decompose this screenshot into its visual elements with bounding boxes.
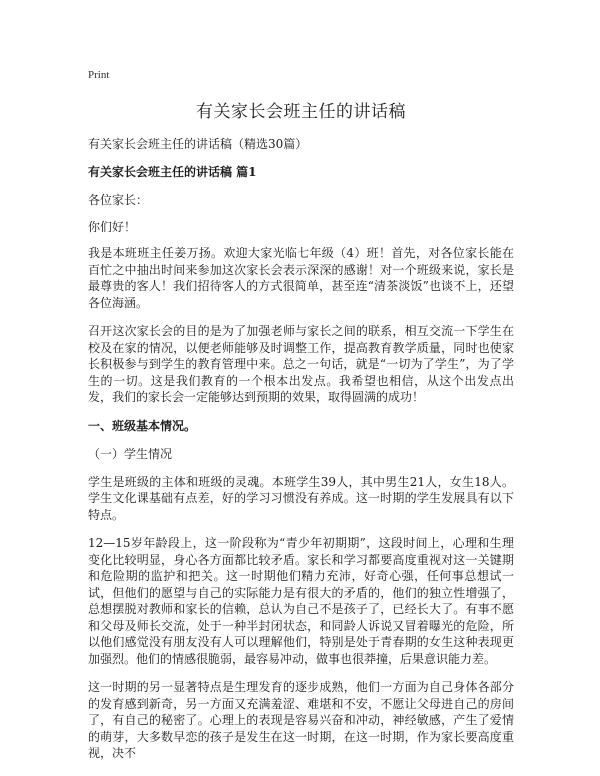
section-title: 有关家长会班主任的讲话稿 篇1 xyxy=(88,165,257,179)
paragraph-student-body: 学生是班级的主体和班级的灵魂。本班学生39人，其中男生21人，女生18人。学生文化课基础有点差，好的学习习惯没有养成。这一时期的学生发展具有以下特点。 xyxy=(88,474,514,522)
document-subtitle: 有关家长会班主任的讲话稿（精选30篇） xyxy=(88,137,308,151)
print-label: Print xyxy=(88,69,110,81)
heading-class-overview: 一、班级基本情况。 xyxy=(88,418,197,433)
paragraph-introduction: 我是本班班主任姜万扬。欢迎大家光临七年级（4）班！首先，对各位家长能在百忙之中抽出时间来参加这次家长会表示深深的感谢！对一个班级来说，家长是最尊贵的客人！我们招待客人的方式很简单，甚至连“清茶淡饭”也谈不上，还望各位海涵。 xyxy=(88,246,514,310)
subheading-student-situation: （一）学生情况 xyxy=(88,446,173,461)
greeting-parents: 各位家长： xyxy=(88,193,149,207)
document-title: 有关家长会班主任的讲话稿 xyxy=(196,102,406,122)
paragraph-purpose: 召开这次家长会的目的是为了加强老师与家长之间的联系，相互交流一下学生在校及在家的情况，以便老师能够及时调整工作，提高教育教学质量，同时也使家长积极参与到学生的教育管理中来。总之一句话，就是“一切为了学生”，为了学生的一切。这是我们教育的一个根本出发点。我希望也相信，从这个出发点出发，我们的家长会一定能够达到预期的效果，取得圆满的成功！ xyxy=(88,324,514,404)
paragraph-physiology: 这一时期的另一显著特点是生理发育的逐步成熟，他们一方面为自己身体各部分的发育感到新奇，另一方面又充满羞涩、难堪和不安，不愿让父母进自己的房间了，有自己的秘密了。心理上的表现是容易兴奋和冲动，神经敏感，产生了爱情的萌芽，大多数早恋的孩子是发生在这一时期，在这一时期，作为家长要高度重视，决不 xyxy=(88,680,514,760)
greeting-hello: 你们好！ xyxy=(88,219,137,234)
paragraph-adolescence: 12—15岁年龄段上，这一阶段称为“青少年初期期”，这段时间上，心理和生理变化比较明显，身心各方面都比较矛盾。家长和学习都要高度重视对这一关键期和危险期的监护和把关。这一时期他们精力充沛，好奇心强，任何事总想试一试，但他们的愿望与自己的实际能力是有很大的矛盾的，他们的独立性增强了，总想摆脱对教师和家长的信赖，总认为自己不是孩子了，已经长大了。有事不愿和父母及师长交流，处于一种半封闭状态，和同龄人诉说又冒着曝光的危险，所以他们感觉没有朋友没有人可以理解他们，特别是处于青春期的女生这种表现更加强烈。他们的情感很脆弱，最容易冲动，做事也很莽撞，后果意识能力差。 xyxy=(88,536,514,666)
